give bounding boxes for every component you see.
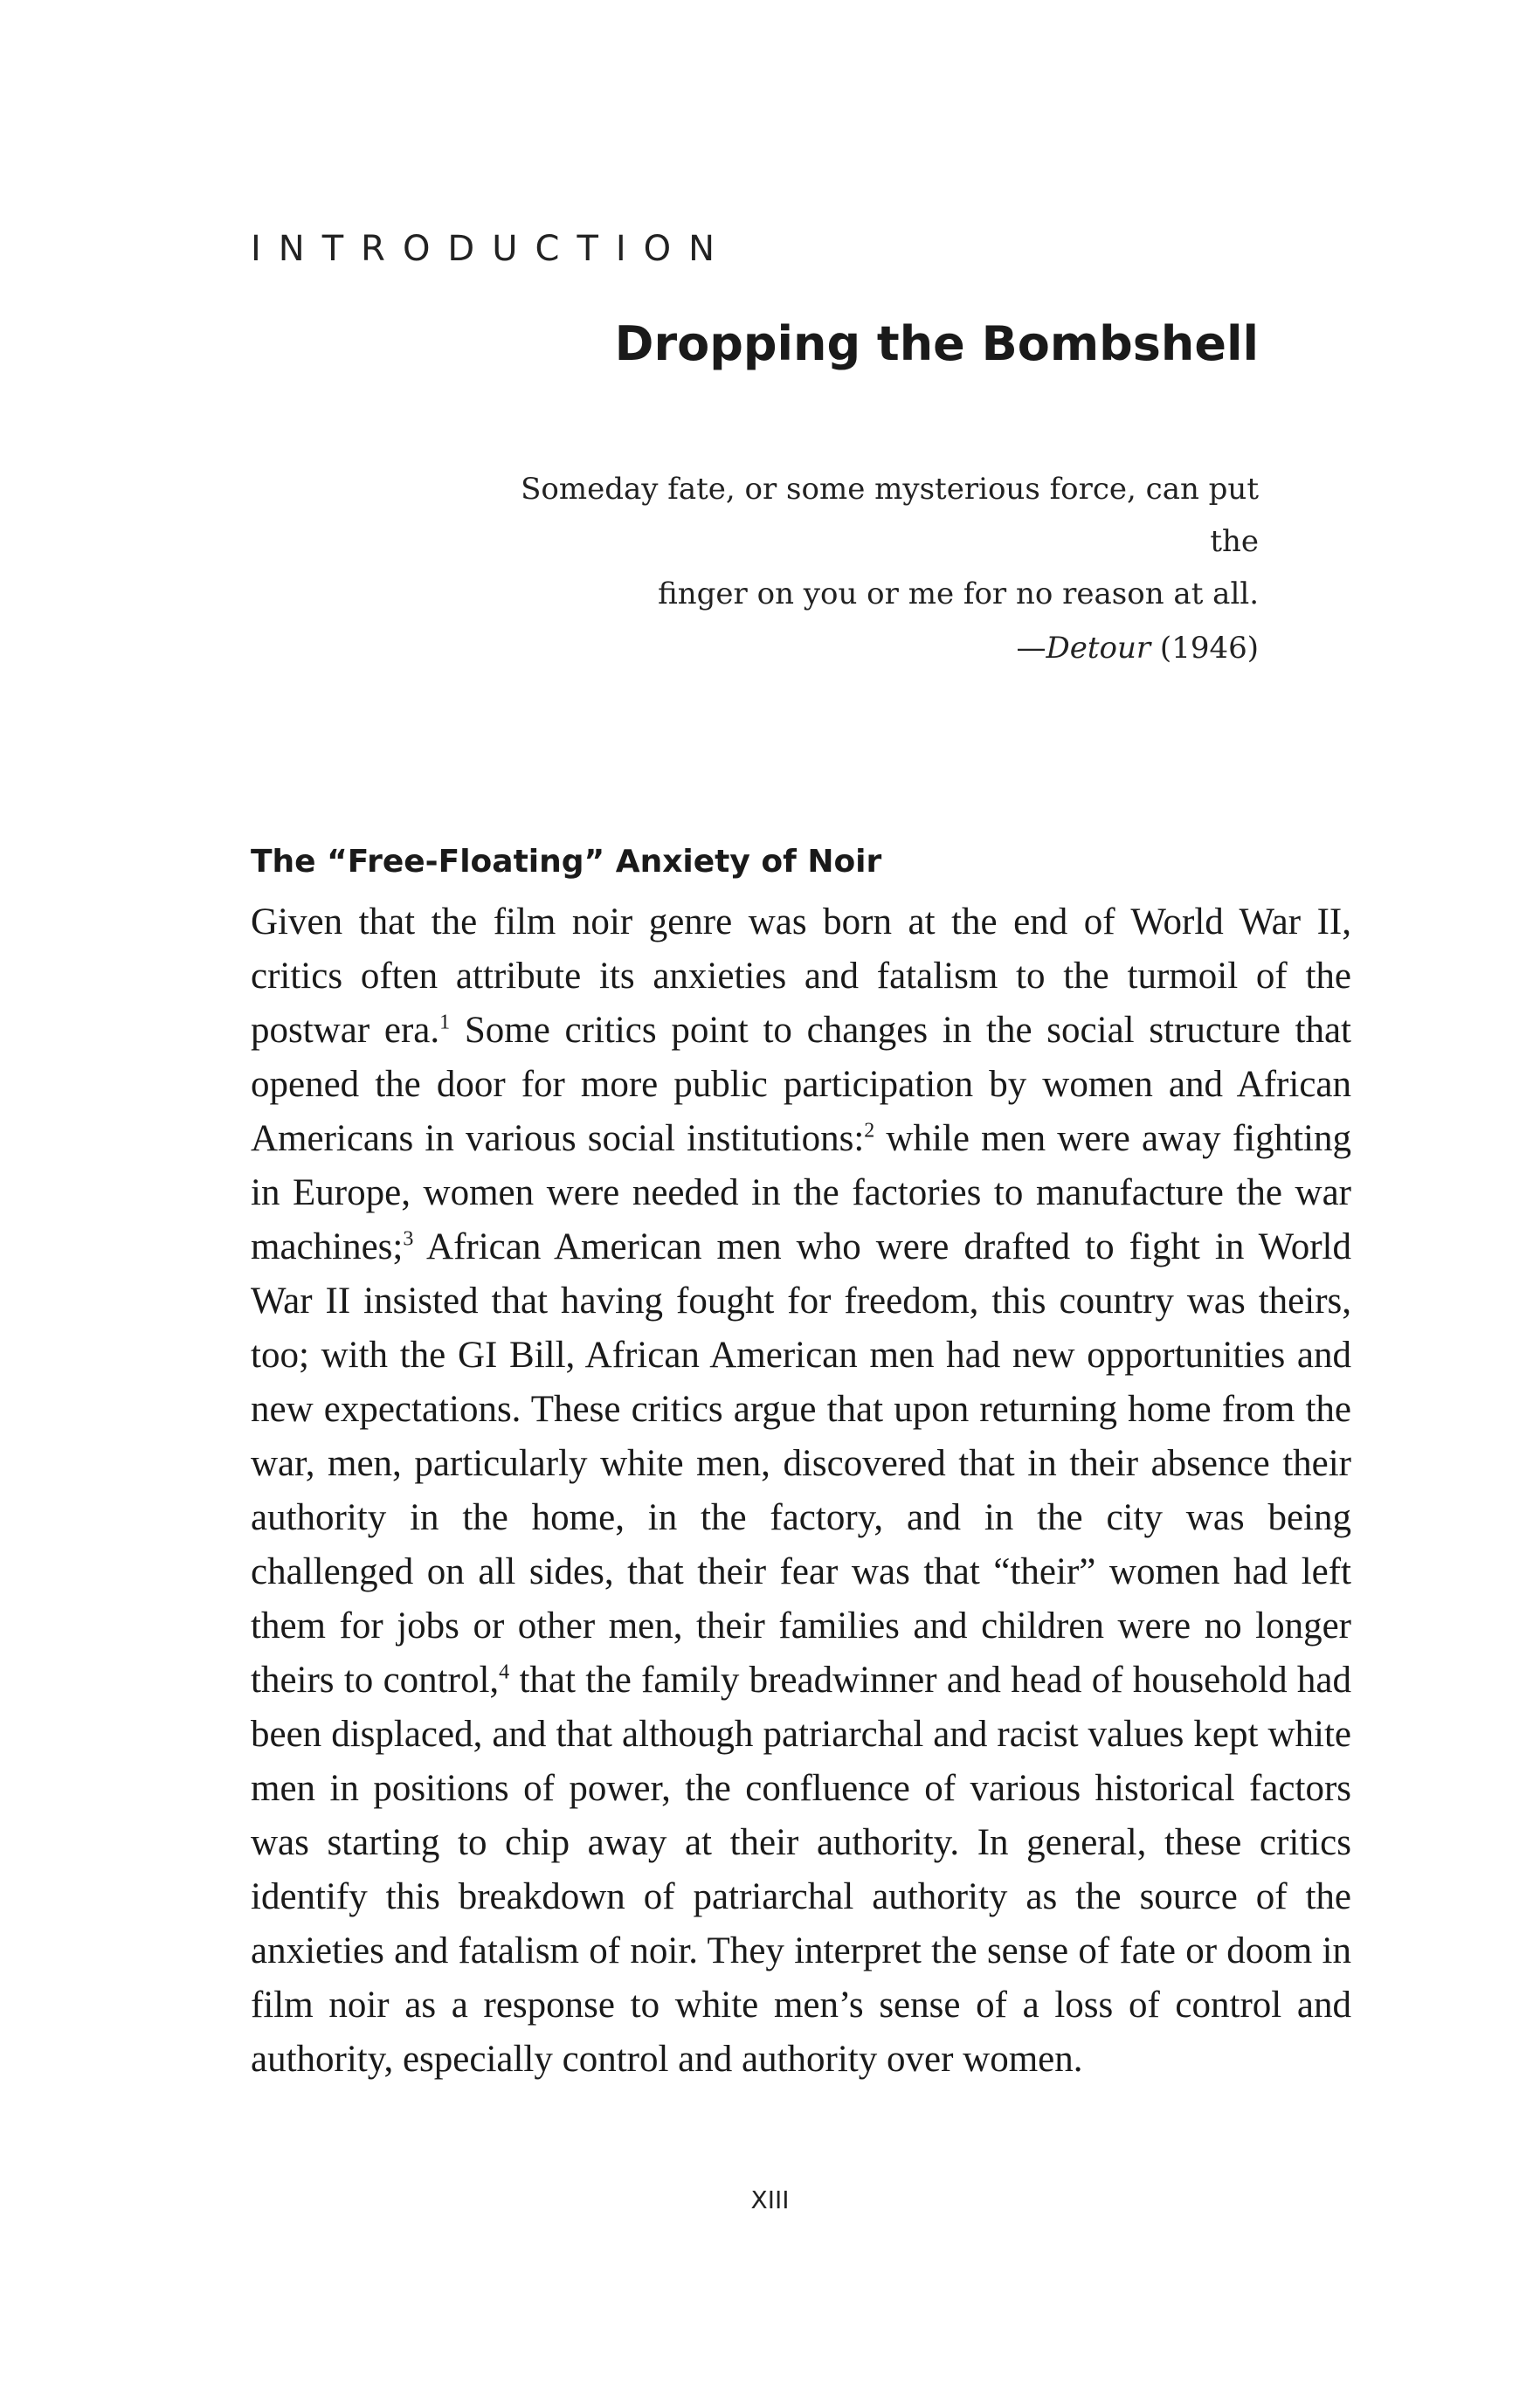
epigraph	[473, 463, 1259, 674]
epigraph-attribution	[473, 622, 1259, 674]
text-segment-2: Some critics point to changes in the social structure that opened the door for more public participation by women and African Americans in various social institutions:	[251, 1010, 1351, 1159]
chapter-title: Dropping the Bombshell	[614, 316, 1259, 371]
footnote-ref-1[interactable]: 1	[439, 1011, 451, 1034]
paragraph-text	[251, 895, 1351, 2087]
text-segment-5: that the family breadwinner and head of household had been displaced, and that although patriarchal and racist values kept white men in positions of power, the confluence of various historical factors was starting to chip away at their authority. In general, these critics identify this breakdown of patriarchal authority as the source of the anxieties and fatalism of noir. They interpret the sense of fate or doom in film noir as a response to white men’s sense of a loss of control and authority, especially control and authority over women.	[251, 1660, 1351, 2080]
text-segment-1: Given that the film noir genre was born at the end of World War II, critics often attribute its anxieties and fatalism to the turmoil of the postwar era.	[251, 901, 1351, 1051]
epigraph-line-1: Someday fate, or some mysterious force, can put the	[521, 472, 1259, 559]
epigraph-year: (1946)	[1150, 631, 1259, 666]
attribution-dash: —	[1016, 631, 1046, 666]
chapter-label: INTRODUCTION	[251, 229, 733, 269]
footnote-ref-3[interactable]: 3	[403, 1227, 414, 1251]
text-segment-3: while men were away fighting in Europe, women were needed in the factories to manufacture the war machines;	[251, 1118, 1351, 1267]
section-heading: The “Free-Floating” Anxiety of Noir	[251, 844, 882, 880]
body-paragraph	[251, 895, 1351, 2087]
footnote-ref-4[interactable]: 4	[499, 1660, 510, 1684]
page-number: XIII	[750, 2185, 790, 2214]
epigraph-line-2: finger on you or me for no reason at all.	[658, 577, 1259, 611]
epigraph-film-title: Detour	[1046, 631, 1151, 666]
footnote-ref-2[interactable]: 2	[864, 1119, 875, 1143]
text-segment-4: African American men who were drafted to fight in World War II insisted that having fought for freedom, this country was theirs, too; with the GI Bill, African American men had new opportunities and new expectations. These critics argue that upon returning home from the war, men, particularly white men, discovered that in their absence their authority in the home, in the factory, and in the city was being challenged on all sides, that their fear was that “their” women had left them for jobs or other men, their families and children were no longer theirs to control,	[251, 1226, 1351, 1701]
